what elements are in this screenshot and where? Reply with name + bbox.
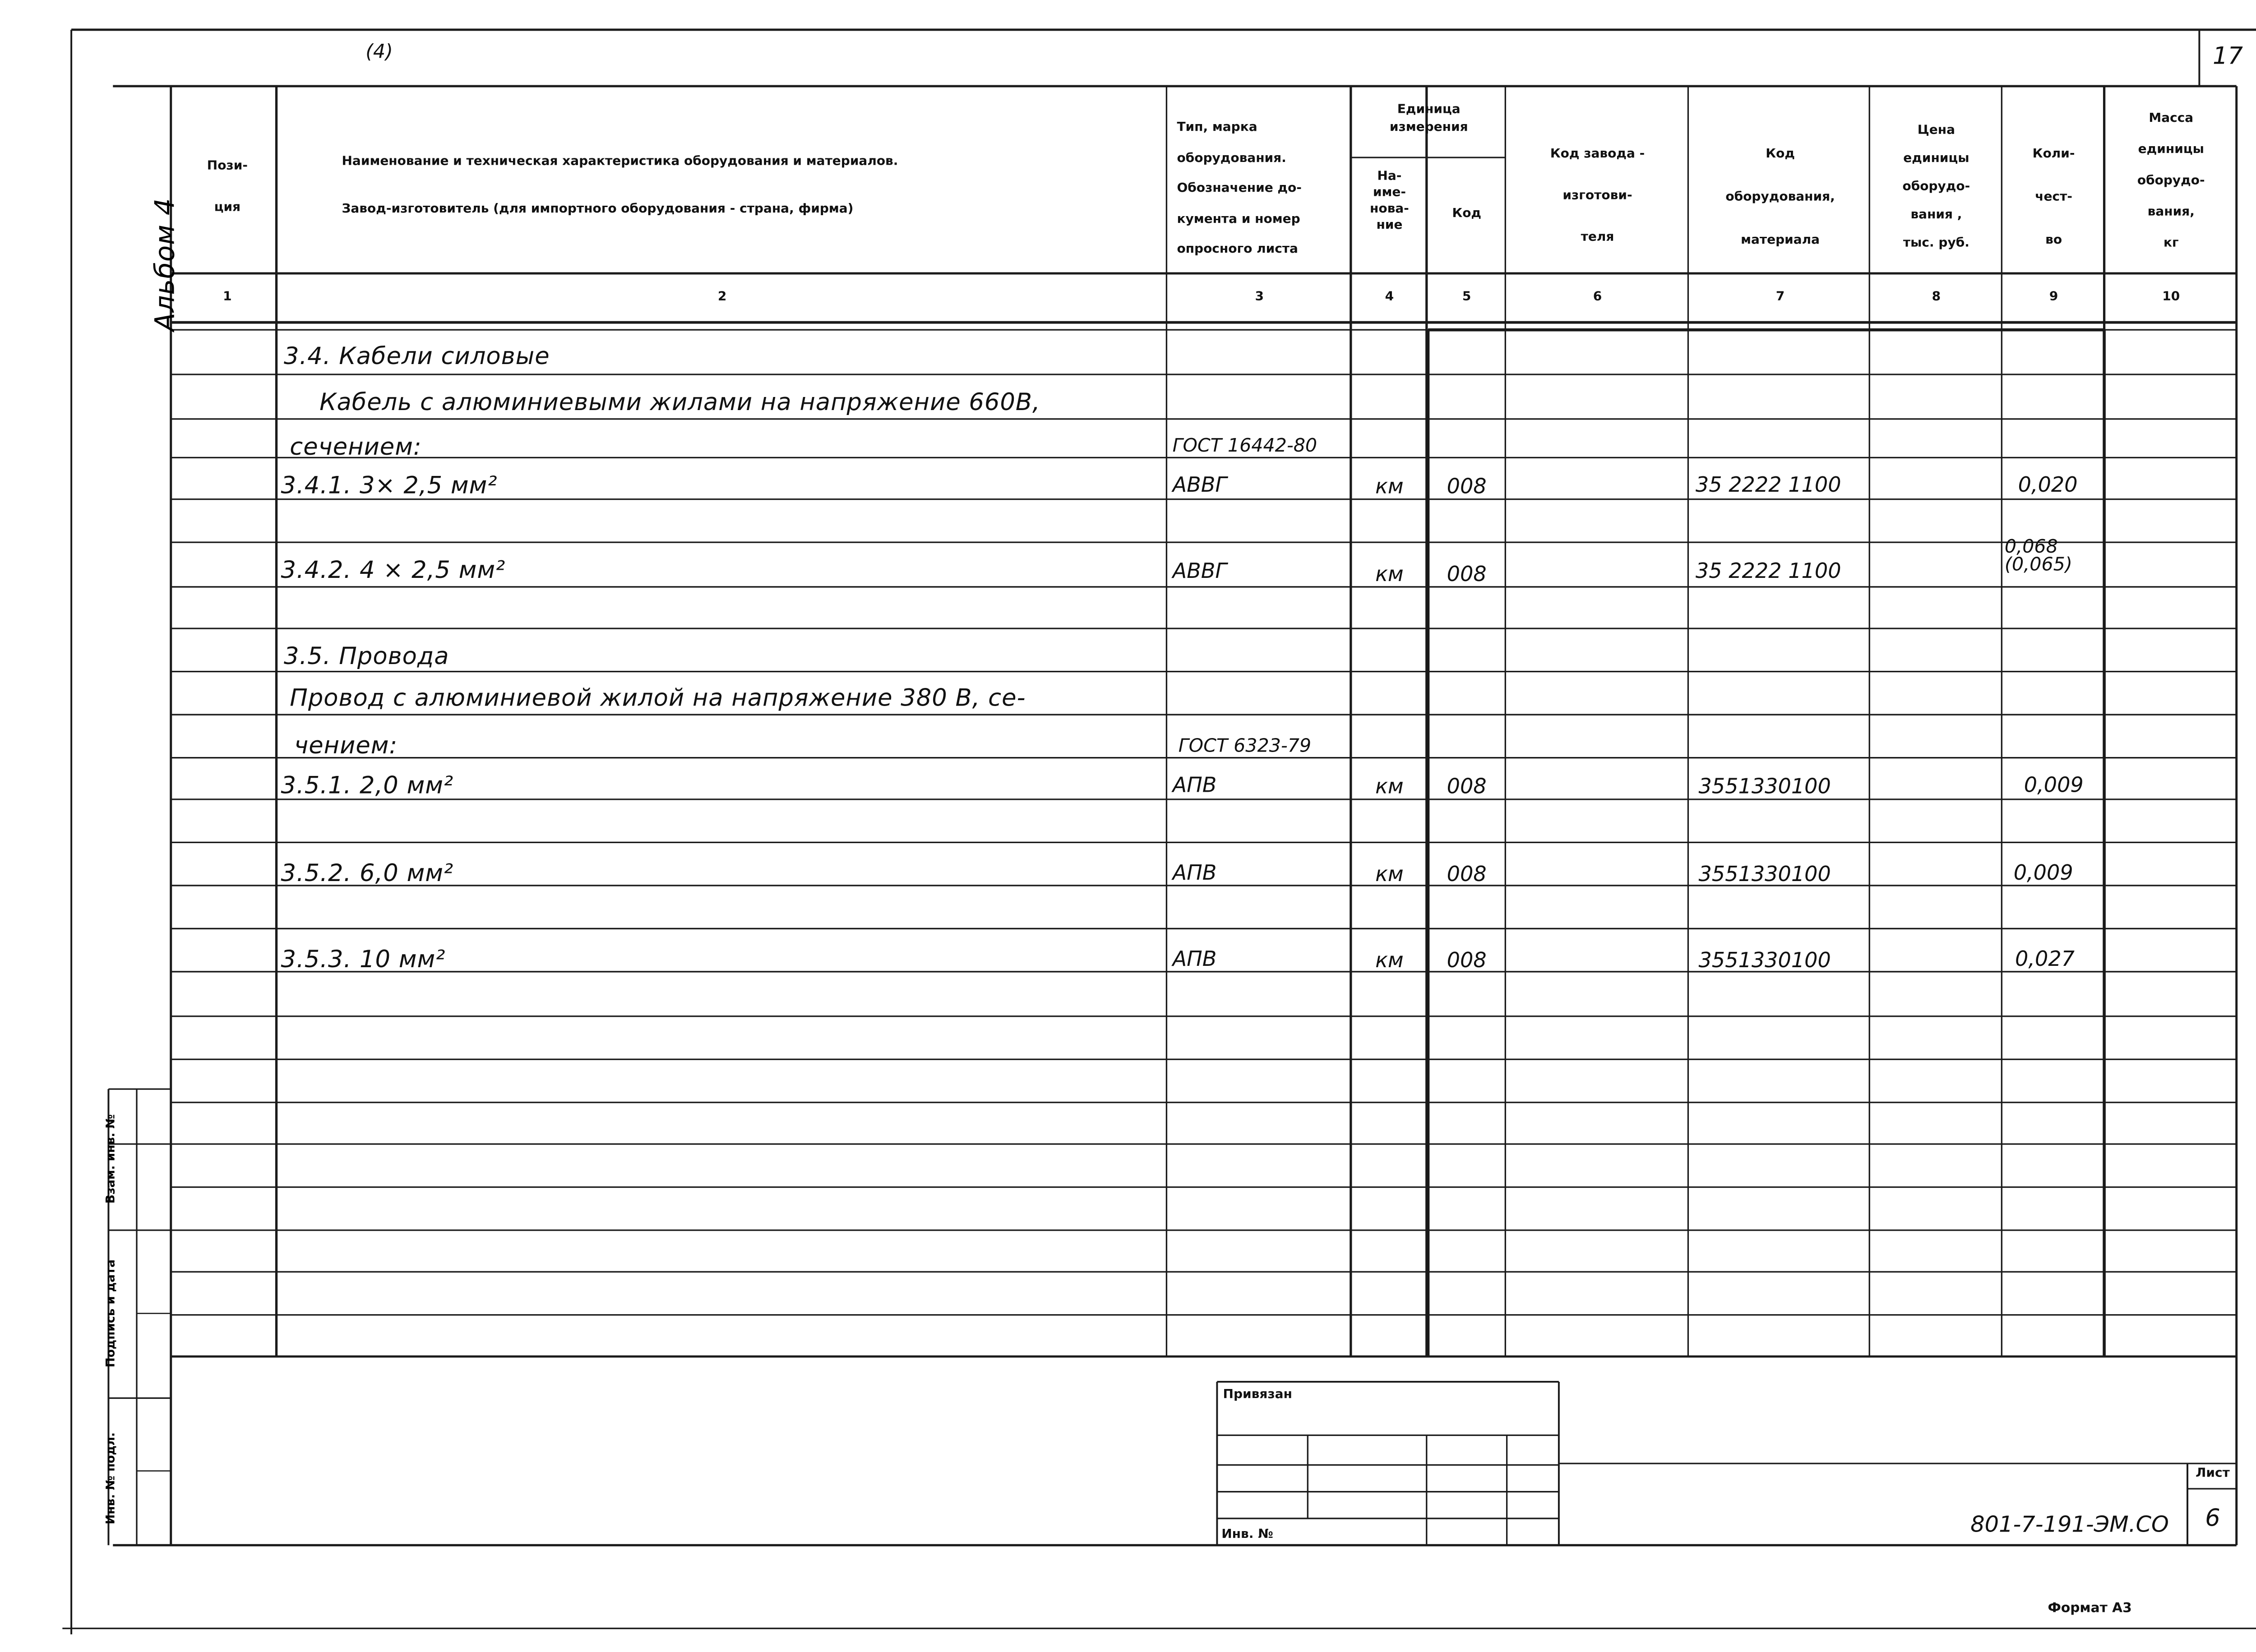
row-unit: км xyxy=(1375,475,1404,499)
side-stamp-label: Подпись и дата xyxy=(104,1259,118,1368)
row-name: 3.5.3. 10 мм² xyxy=(281,945,446,974)
row-unit: км xyxy=(1375,949,1404,974)
row-name: 3.4. Кабели силовые xyxy=(284,341,550,370)
row-type: ГОСТ 6323-79 xyxy=(1178,734,1312,757)
row-name: Кабель с алюминиевыми жилами на напряжение 660В, xyxy=(319,388,1040,416)
row-unit: км xyxy=(1375,563,1404,587)
row-type: АПВ xyxy=(1172,948,1217,972)
stamp-inv-label: Инв. № xyxy=(1221,1527,1273,1542)
album-number-mark: (4) xyxy=(365,42,393,64)
row-unit-code: 008 xyxy=(1447,475,1487,499)
header-col-mass: Масса единицы оборудо- вания, кг xyxy=(2137,111,2205,251)
header-col-unit-code: Код xyxy=(1452,206,1482,221)
row-equipment-code: 35 2222 1100 xyxy=(1695,474,1841,498)
side-stamp-label: Взам. инв. № xyxy=(104,1114,118,1204)
row-type: ГОСТ 16442-80 xyxy=(1172,434,1318,457)
column-number: 1 xyxy=(223,290,232,305)
row-equipment-code: 3551330100 xyxy=(1698,775,1831,799)
column-number: 8 xyxy=(1932,290,1941,305)
row-name: чением: xyxy=(294,731,398,759)
stamp-attached-label: Привязан xyxy=(1223,1388,1292,1403)
column-number: 7 xyxy=(1775,290,1785,305)
column-number: 5 xyxy=(1462,290,1471,305)
document-code: 801-7-191-ЭМ.СО xyxy=(1970,1511,2169,1538)
row-name: сечением: xyxy=(290,432,422,461)
column-number: 9 xyxy=(2049,290,2058,305)
row-name: Провод с алюминиевой жилой на напряжение 380 В, се- xyxy=(290,683,1026,712)
row-unit-code: 008 xyxy=(1447,563,1487,587)
header-col-unit-name: На- име- нова- ние xyxy=(1369,169,1409,234)
column-number: 3 xyxy=(1255,290,1264,305)
sheet-label: Лист xyxy=(2196,1466,2230,1481)
sheet-number: 6 xyxy=(2205,1504,2220,1532)
row-name: 3.4.2. 4 × 2,5 мм² xyxy=(281,555,506,584)
row-unit: км xyxy=(1375,775,1404,799)
row-name: 3.5.1. 2,0 мм² xyxy=(281,771,454,799)
row-quantity: 0,009 xyxy=(2024,774,2084,798)
column-number: 2 xyxy=(717,290,727,305)
row-name: 3.5.2. 6,0 мм² xyxy=(281,858,454,887)
header-col-maker-code: Код завода - изготови- теля xyxy=(1550,147,1645,245)
header-col-position: Пози- ция xyxy=(207,159,248,216)
row-unit-code: 008 xyxy=(1447,775,1487,799)
header-col-quantity: Коли- чест- во xyxy=(2032,147,2075,249)
row-unit-code: 008 xyxy=(1447,863,1487,887)
column-number: 6 xyxy=(1593,290,1602,305)
row-equipment-code: 35 2222 1100 xyxy=(1695,560,1841,584)
row-type: АВВГ xyxy=(1172,560,1227,584)
column-number: 4 xyxy=(1385,290,1394,305)
row-quantity: 0,009 xyxy=(2013,862,2073,886)
row-type: АВВГ xyxy=(1172,474,1227,498)
header-col-equipment-code: Код оборудования, материала xyxy=(1725,147,1835,249)
header-col-price: Цена единицы оборудо- вания , тыс. руб. xyxy=(1902,123,1970,251)
row-equipment-code: 3551330100 xyxy=(1698,949,1831,974)
side-stamp-label: Инв. № подл. xyxy=(104,1432,118,1524)
column-number: 10 xyxy=(2162,290,2180,305)
row-quantity: 0,068 (0,065) xyxy=(2004,535,2072,575)
row-name: 3.5. Провода xyxy=(284,641,449,670)
album-side-label: Альбом 4 xyxy=(150,198,181,331)
row-unit: км xyxy=(1375,863,1404,887)
row-type: АПВ xyxy=(1172,862,1217,886)
row-unit-code: 008 xyxy=(1447,949,1487,974)
format-label: Формат А3 xyxy=(2048,1601,2132,1617)
header-unit-group: Единица измерения xyxy=(1389,102,1468,135)
sheet-corner-number: 17 xyxy=(2213,42,2243,70)
row-equipment-code: 3551330100 xyxy=(1698,863,1831,887)
header-col-name: Наименование и техническая характеристика оборудования и материалов. Завод-изготовитель (для импортного оборудования - страна, фирма) xyxy=(342,154,898,217)
row-quantity: 0,020 xyxy=(2018,474,2078,498)
header-col-type: Тип, марка оборудования. Обозначение до- кумента и номер опросного листа xyxy=(1177,120,1302,257)
row-type: АПВ xyxy=(1172,774,1217,798)
row-quantity: 0,027 xyxy=(2015,948,2075,972)
row-name: 3.4.1. 3× 2,5 мм² xyxy=(281,471,498,499)
